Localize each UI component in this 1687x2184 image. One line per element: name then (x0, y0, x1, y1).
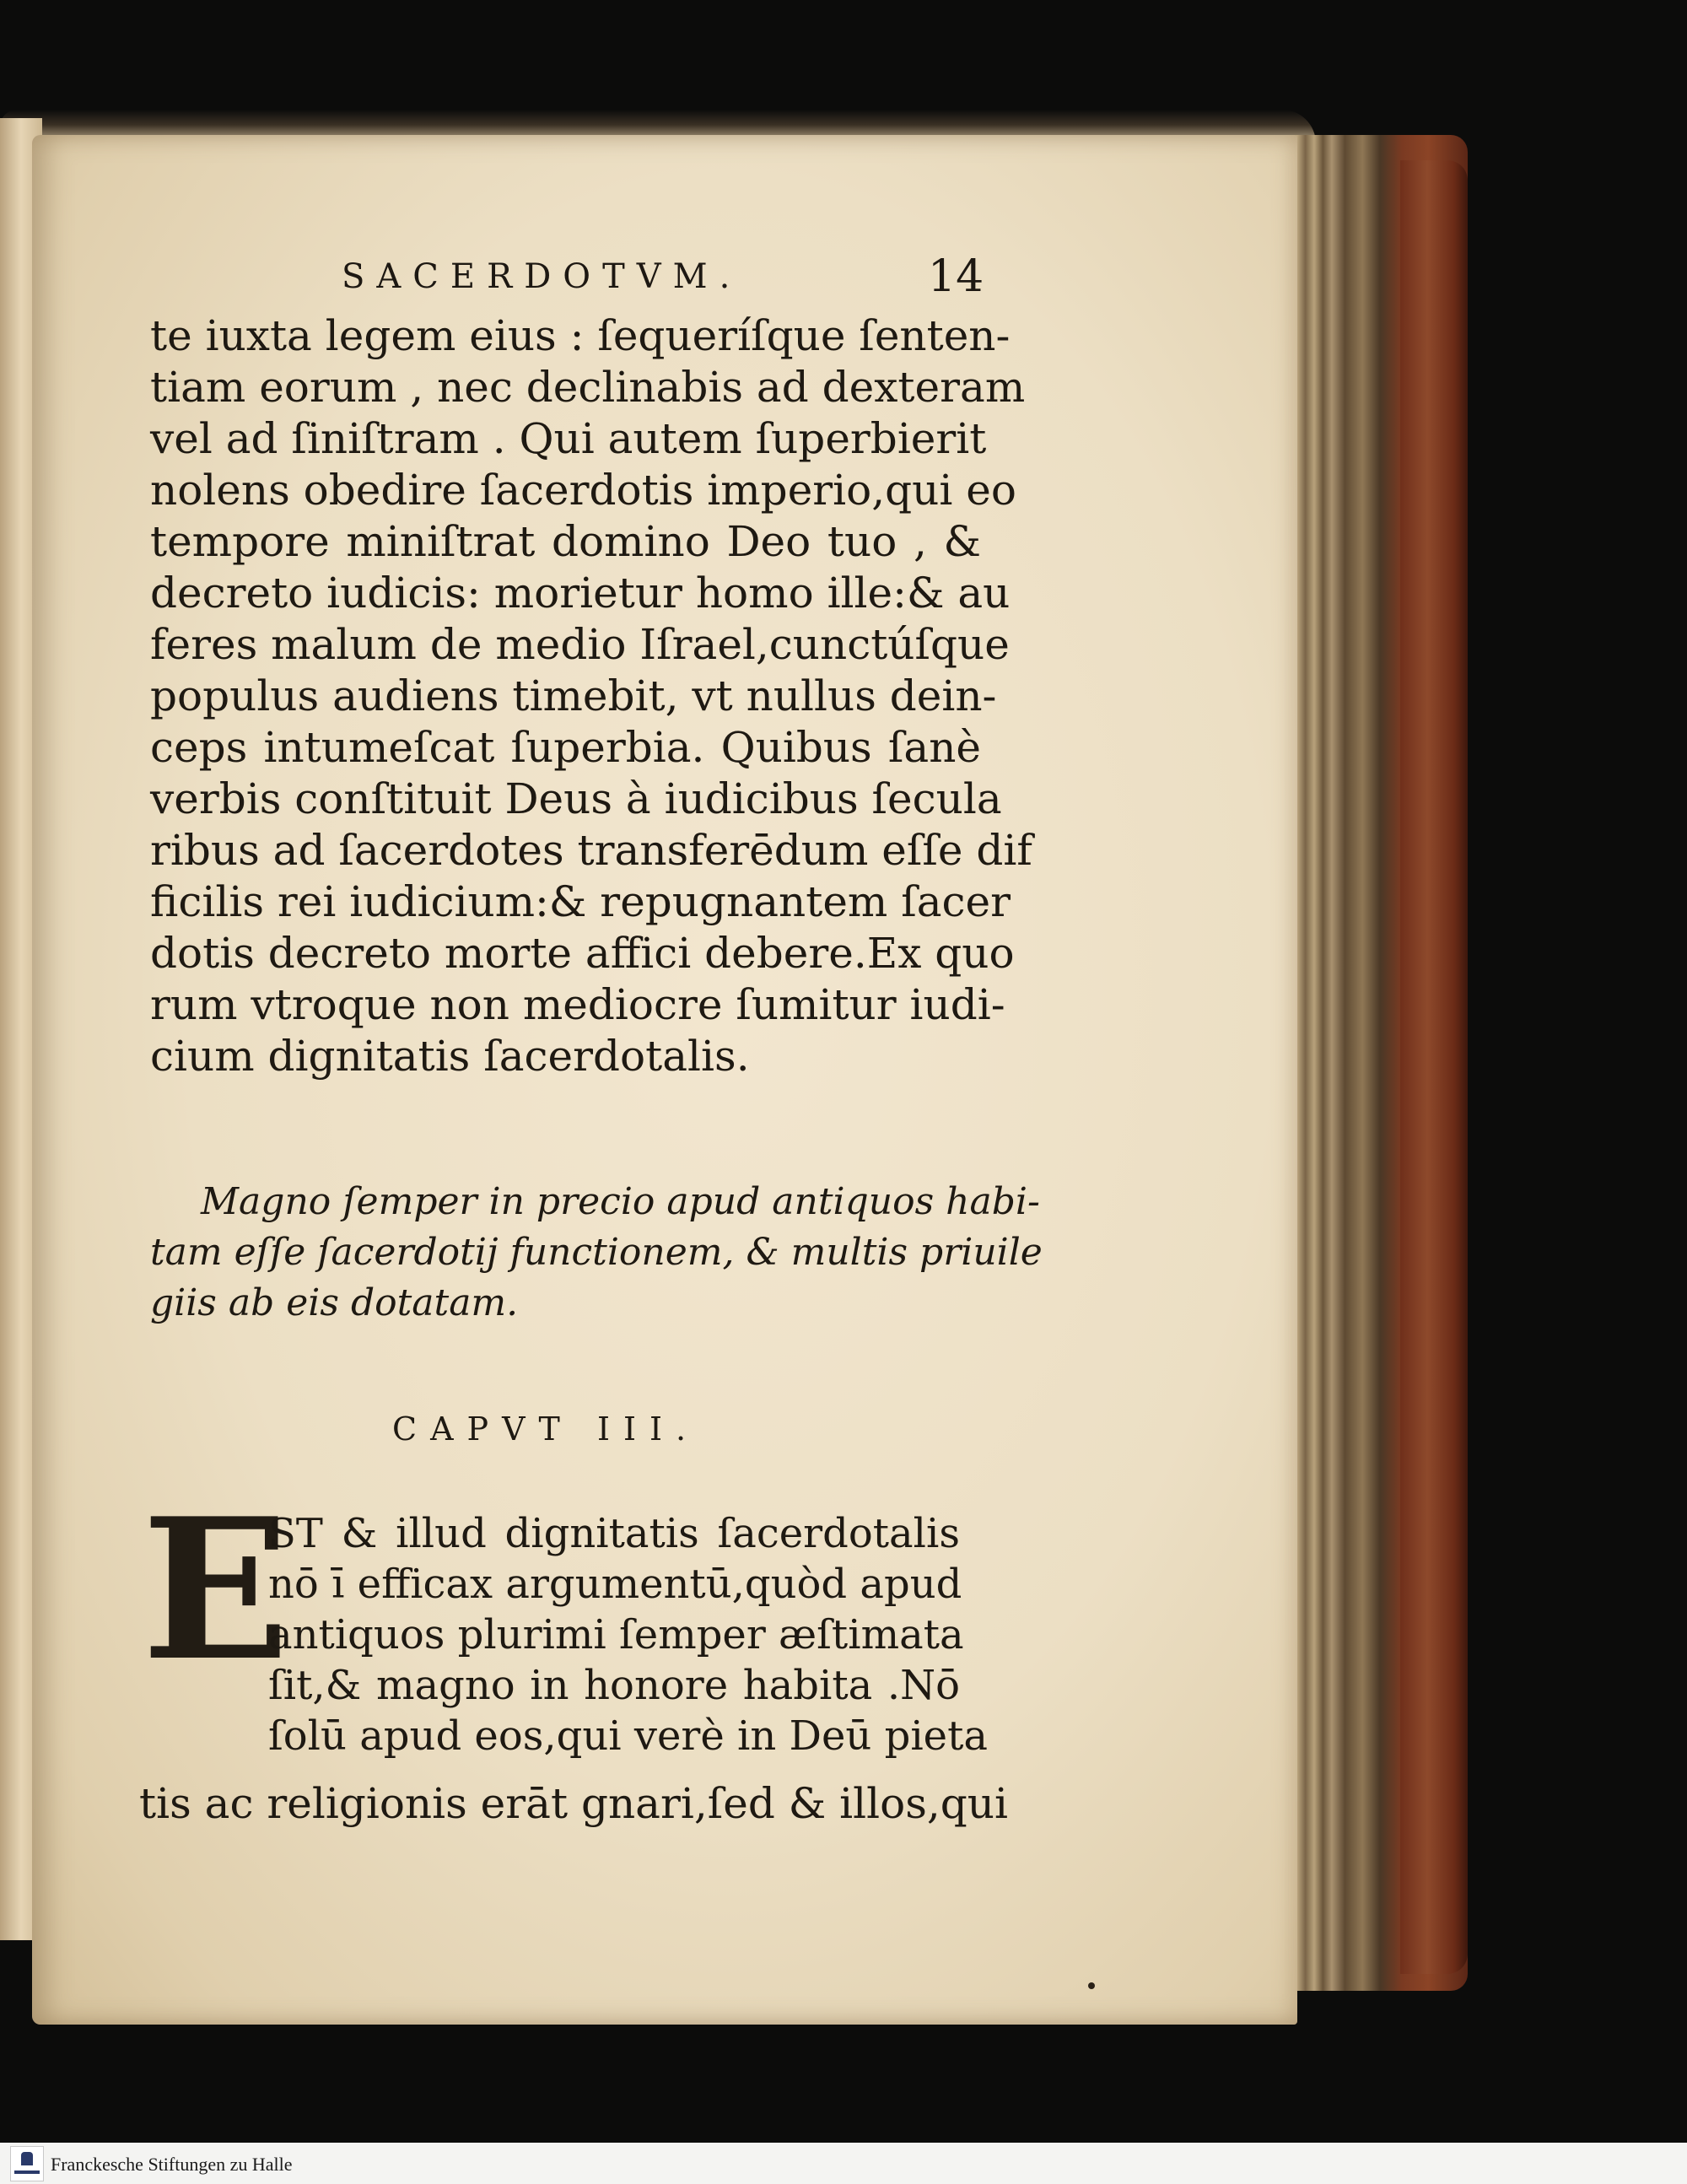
francke-foundation-logo-icon (10, 2146, 44, 2181)
text-line: cium dignitatis ſacerdotalis. (150, 1032, 750, 1081)
footer-institution-name: Franckesche Stiftungen zu Halle (51, 2154, 293, 2175)
text-line: populus audiens timebit, vt nullus dein- (150, 671, 997, 720)
chapter-text-block (268, 1508, 988, 1761)
leather-cover-edge (1400, 160, 1468, 1974)
paper-speck (1088, 1982, 1095, 1989)
text-line: tiam eorum , nec declinabis ad dexteram (150, 363, 1026, 412)
chapter-text-full-line (139, 1778, 1008, 1830)
text-line: verbis conſtituit Deus à iudicibus ſecula (150, 774, 1002, 823)
drop-cap: E (142, 1476, 290, 1704)
text-line: ficilis rei iudicium:& repugnantem ſacer (150, 877, 1011, 926)
chapter-heading: CAPVT III. (392, 1410, 700, 1448)
text-line: ribus ad ſacerdotes transferēdum eſſe dif (150, 826, 1032, 875)
text-line: ſolū apud eos,qui verè in Deū pieta (268, 1712, 988, 1760)
summary-line: giis ab eis dotatam. (150, 1281, 519, 1324)
text-line: nolens obedire ſacerdotis imperio,qui eo (150, 466, 1016, 515)
page-number: 14 (928, 251, 984, 302)
text-line: tempore miniſtrat domino Deo tuo , & (150, 517, 981, 566)
summary-line: Magno ſemper in precio apud antiquos habi- (201, 1180, 1040, 1223)
text-line: decreto iudicis: morietur homo ille:& au (150, 569, 1011, 617)
text-line: antiquos plurimi ſemper æſtimata (268, 1611, 964, 1658)
text-line: ſit,& magno in honore habita .Nō (268, 1662, 960, 1709)
italic-summary (150, 1177, 1043, 1329)
text-line: nō ī efficax argumentū,quòd apud (268, 1561, 962, 1608)
text-line: ceps intumeſcat ſuperbia. Quibus ſanè (150, 723, 981, 772)
text-line: vel ad ſiniſtram . Qui autem ſuperbierit (150, 414, 987, 463)
main-text-block (150, 310, 1032, 1082)
running-head: SACERDOTVM. (342, 257, 742, 296)
summary-line: tam eſſe ſacerdotij functionem, & multis priuile (150, 1231, 1043, 1274)
text-line: te iuxta legem eius : ſequeríſque ſenten- (150, 311, 1011, 360)
text-line: tis ac religionis erāt gnari,ſed & illos,qui (139, 1779, 1008, 1828)
text-line: feres malum de medio Iſrael,cunctúſque (150, 620, 1010, 669)
text-line: ST & illud dignitatis ſacerdotalis (268, 1510, 960, 1557)
text-line: dotis decreto morte affici debere.Ex quo (150, 929, 1015, 978)
text-line: rum vtroque non mediocre ſumitur iudi- (150, 980, 1005, 1029)
